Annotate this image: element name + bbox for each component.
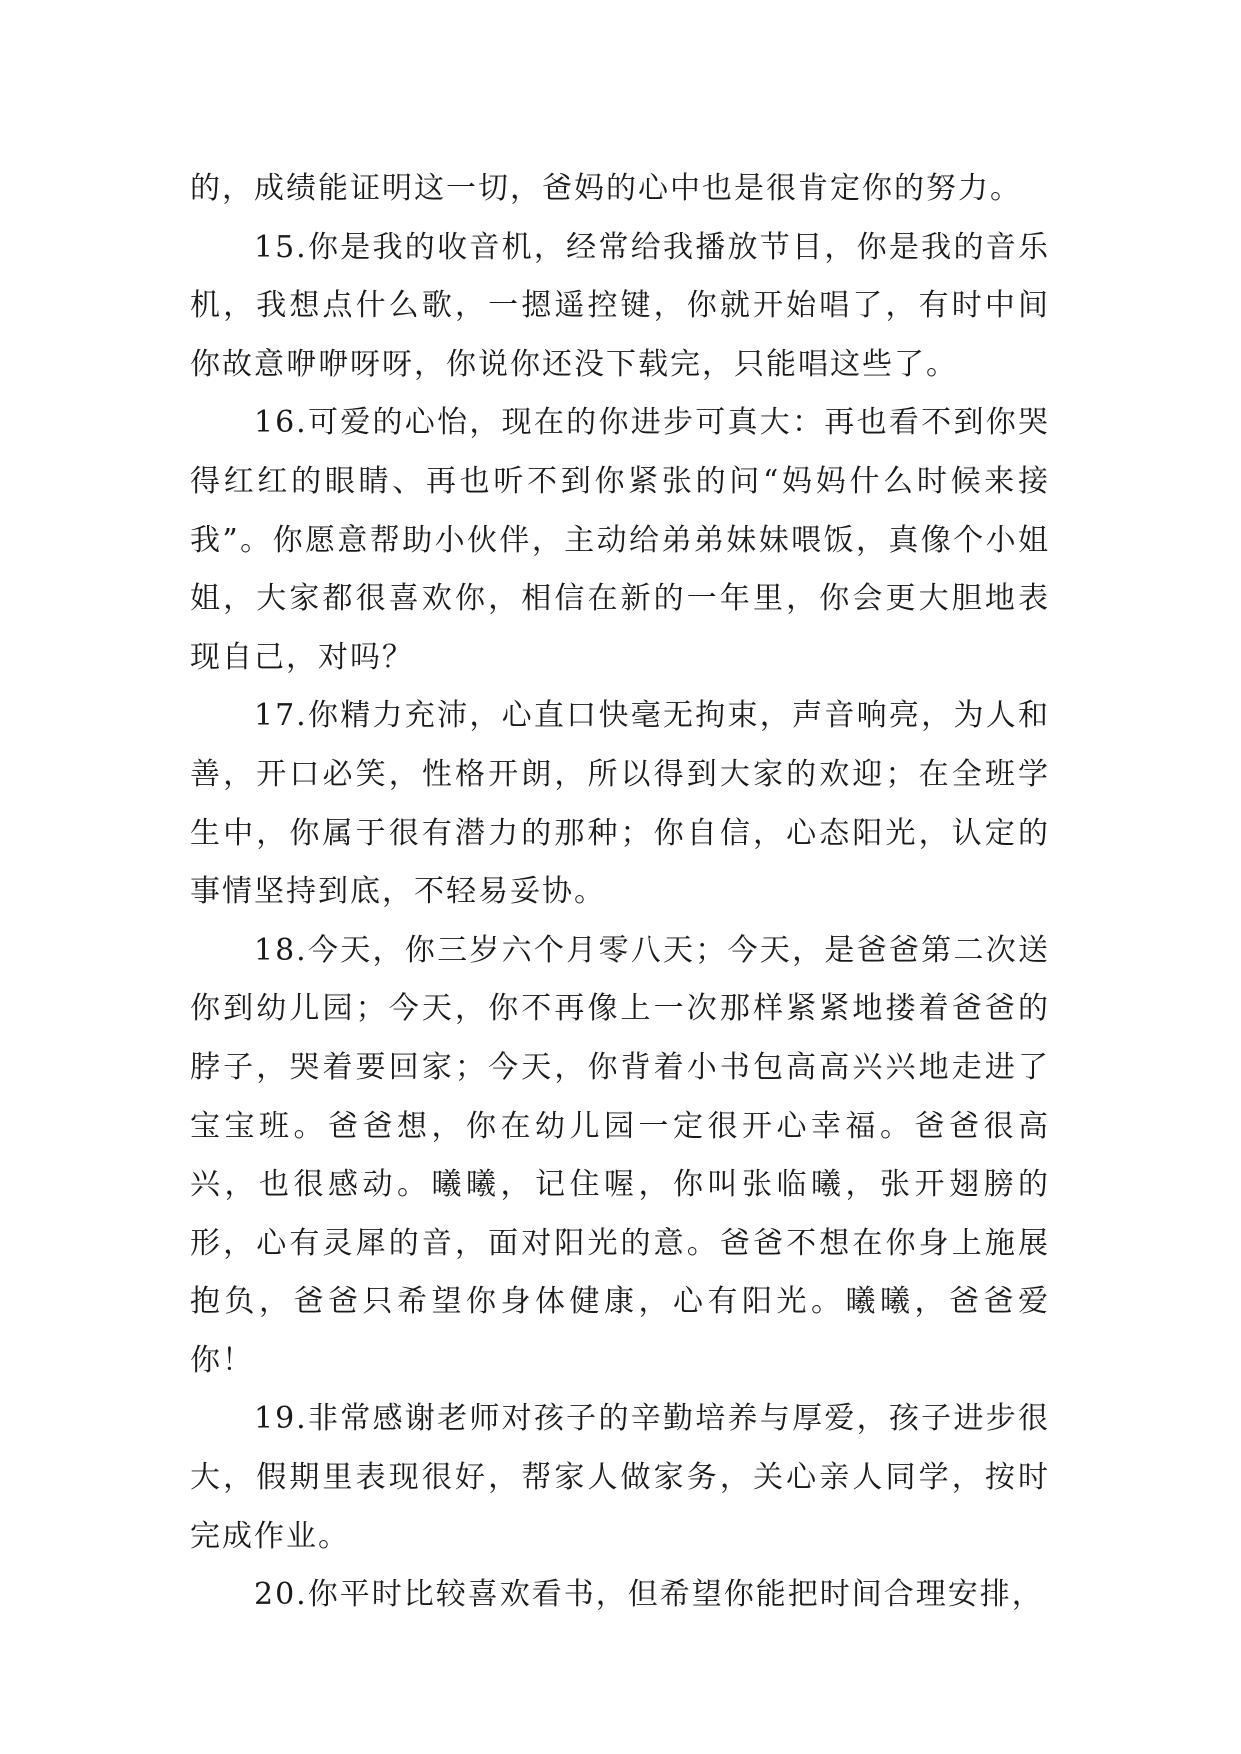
paragraph-item-19: 19.非常感谢老师对孩子的辛勤培养与厚爱，孩子进步很大，假期里表现很好，帮家人做家务，关心亲人同学，按时完成作业。 <box>190 1401 1050 1554</box>
paragraph-item-17: 17.你精力充沛，心直口快毫无拘束，声音响亮，为人和善，开口必笑，性格开朗，所以得到大家的欢迎；在全班学生中，你属于很有潜力的那种；你自信，心态阳光，认定的事情坚持到底，不轻易妥协。 <box>190 698 1050 910</box>
document-body <box>190 160 1050 1625</box>
paragraph-item-15: 15.你是我的收音机，经常给我播放节目，你是我的音乐机，我想点什么歌，一摁遥控键，你就开始唱了，有时中间你故意咿咿呀呀，你说你还没下载完，只能唱这些了。 <box>190 229 1050 382</box>
paragraph-item-20: 20.你平时比较喜欢看书，但希望你能把时间合理安排， <box>254 1577 1044 1613</box>
paragraph-continuation: 的，成绩能证明这一切，爸妈的心中也是很肯定你的努力。 <box>190 171 1022 206</box>
paragraph-item-16: 16.可爱的心怡，现在的你进步可真大：再也看不到你哭得红红的眼睛、再也听不到你紧张的问“妈妈什么时候来接我”。你愿意帮助小伙伴，主动给弟弟妹妹喂饭，真像个小姐姐，大家都很喜欢你，相信在新的一年里，你会更大胆地表现自己，对吗？ <box>190 405 1050 675</box>
paragraph-item-18: 18.今天，你三岁六个月零八天；今天，是爸爸第二次送你到幼儿园；今天，你不再像上一次那样紧紧地搂着爸爸的脖子，哭着要回家；今天，你背着小书包高高兴兴地走进了宝宝班。爸爸想，你在幼儿园一定很开心幸福。爸爸很高兴，也很感动。曦曦，记住喔，你叫张临曦，张开翅膀的形，心有灵犀的音，面对阳光的意。爸爸不想在你身上施展抱负，爸爸只希望你身体健康，心有阳光。曦曦，爸爸爱你！ <box>190 932 1050 1378</box>
